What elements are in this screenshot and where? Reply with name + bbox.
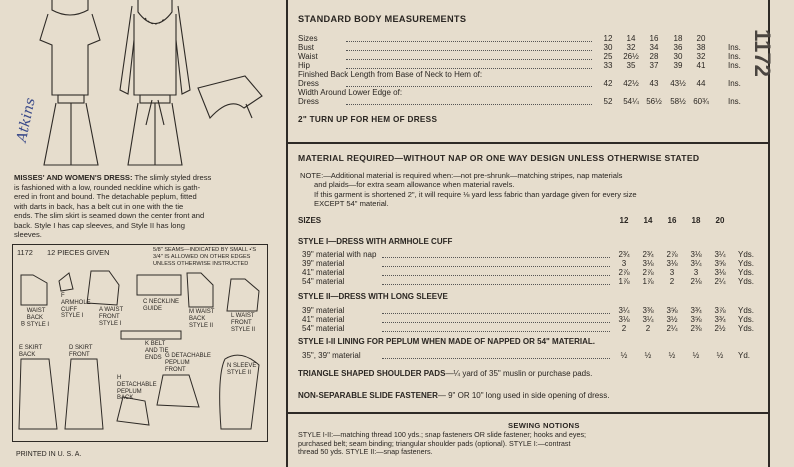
leader-dots (346, 50, 592, 51)
yardage-value: 3¼ (618, 306, 630, 315)
measurement-value: 37 (649, 61, 659, 70)
measurement-value: 52 (603, 97, 613, 106)
yardage-value: ½ (620, 351, 628, 360)
yardage-value: 3¼ (714, 250, 726, 259)
measurement-value: 38 (696, 43, 706, 52)
yardage-value: 2¾ (618, 250, 630, 259)
measurement-value: 43½ (670, 79, 686, 88)
yardage-value: ½ (692, 351, 700, 360)
description-line: is fashioned with a low, rounded neckline which is gath- (14, 182, 201, 192)
lining-title: STYLE I-II LINING FOR PEPLUM WHEN MADE OF NAPPED OR 54" MATERIAL. (298, 337, 595, 346)
yardage-unit: Yds. (738, 259, 755, 268)
yardage-value: 3⅛ (642, 259, 654, 268)
leader-dots (346, 41, 592, 42)
yardage-unit: Yd. (738, 351, 751, 360)
body-measurement-row: Bust (298, 43, 315, 52)
leader-dots (346, 86, 592, 87)
leader-dots (346, 68, 592, 69)
description-line: The slimly styled dress (134, 173, 212, 182)
dress-description (14, 173, 276, 240)
yardage-value: ½ (644, 351, 652, 360)
body-measurement-row: Dress (298, 79, 319, 88)
sewing-notions (298, 431, 586, 457)
piece-label-k: K BELT AND TIE ENDS (145, 341, 169, 361)
yardage-value: 3¼ (690, 259, 702, 268)
piece-label-m: M WAIST BACK STYLE II (189, 309, 215, 329)
piece-label-l: L WAIST FRONT STYLE II (231, 313, 256, 333)
measurement-unit: Ins. (728, 97, 741, 106)
yardage-value: 3⅝ (714, 259, 726, 268)
sewing-notions-title: SEWING NOTIONS (508, 421, 580, 430)
pattern-piece-diagrams (13, 245, 267, 441)
yardage-value: 3⅛ (714, 268, 726, 277)
leader-dots (382, 266, 610, 267)
measurement-value: 14 (626, 34, 636, 43)
style2-title: STYLE II—DRESS WITH LONG SLEEVE (298, 292, 448, 301)
yardage-unit: Yds. (738, 268, 755, 277)
material-row-label: 39" material (302, 306, 345, 315)
yardage-value: 3⅝ (690, 315, 702, 324)
yardage-value: 2½ (714, 324, 726, 333)
piece-label-e: E SKIRT BACK (19, 345, 43, 358)
measurement-unit: Ins. (728, 52, 741, 61)
yardage-value: 3 (693, 268, 699, 277)
piece-label-n: N SLEEVE STYLE II (227, 363, 257, 376)
leader-dots (382, 257, 610, 258)
measurement-value: 18 (673, 34, 683, 43)
leader-dots (382, 275, 610, 276)
yardage-value: 2 (621, 324, 627, 333)
note-line: NOTE:—Additional material is required when:—not pre-shrunk—matching stripes, nap materials (300, 171, 623, 180)
measurement-value: 25 (603, 52, 613, 61)
pieces-given: 12 PIECES GIVEN (47, 248, 110, 257)
leader-dots (382, 358, 610, 359)
yardage-value: 2 (669, 277, 675, 286)
measurement-value: 20 (696, 34, 706, 43)
measurement-unit: Ins. (728, 61, 741, 70)
printed-in: PRINTED IN U. S. A. (16, 451, 82, 458)
yardage-value: 2⅜ (690, 324, 702, 333)
leader-dots (382, 313, 610, 314)
measurement-unit: Ins. (728, 43, 741, 52)
piece-label-f: F ARMHOLE CUFF STYLE I (61, 293, 91, 320)
size-header: 20 (715, 216, 725, 225)
yardage-value: 3⅝ (666, 306, 678, 315)
seam-note-2: 3/4" IS ALLOWED ON OTHER EDGES UNLESS OTHERWISE INSTRUCTED (153, 254, 251, 267)
description-title: MISSES' AND WOMEN'S DRESS: (14, 173, 133, 182)
fastener-line: NON-SEPARABLE SLIDE FASTENER— 9" OR 10" long used in side opening of dress. (298, 391, 610, 400)
yardage-value: 3¾ (714, 315, 726, 324)
shoulder-pads-line: TRIANGLE SHAPED SHOULDER PADS—¼ yard of 35" muslin or purchase pads. (298, 369, 593, 378)
measurement-value: 33 (603, 61, 613, 70)
measurement-value: 28 (649, 52, 659, 61)
material-row-label: 35", 39" material (302, 351, 361, 360)
style1-title: STYLE I—DRESS WITH ARMHOLE CUFF (298, 237, 453, 246)
measurement-unit: Ins. (728, 79, 741, 88)
measurement-value: 35 (626, 61, 636, 70)
leader-dots (382, 322, 610, 323)
yardage-value: ½ (668, 351, 676, 360)
material-row-label: 54" material (302, 277, 345, 286)
description-line: back. Style I has cap sleeves, and Style II has long (14, 220, 185, 230)
yardage-unit: Yds. (738, 315, 755, 324)
measurement-value: 34 (649, 43, 659, 52)
body-measurement-row: Waist (298, 52, 318, 61)
measurement-value: 32 (696, 52, 706, 61)
note-line: EXCEPT 54" material. (314, 198, 389, 208)
leader-dots (382, 284, 610, 285)
yardage-value: 3½ (666, 315, 678, 324)
piece-label-c: C NECKLINE GUIDE (143, 299, 180, 312)
material-row-label: 41" material (302, 315, 345, 324)
yardage-value: 2⅞ (666, 250, 678, 259)
piece-label-h: H DETACHABLE PEPLUM BACK (117, 375, 157, 402)
description-line: ends. The slim skirt is seamed down the center front and (14, 211, 205, 220)
yardage-value: 3 (669, 268, 675, 277)
measurement-value: 12 (603, 34, 613, 43)
body-measurements-title: STANDARD BODY MEASUREMENTS (298, 14, 467, 24)
pencil-signature: Atkins (13, 96, 39, 144)
yardage-value: 3⅜ (642, 306, 654, 315)
measurement-value: 44 (696, 79, 706, 88)
yardage-value: 2⅞ (642, 268, 654, 277)
yardage-value: 2 (645, 324, 651, 333)
description-line: ered in front and bound. The detachable peplum, fitted (14, 192, 197, 201)
leader-dots (346, 59, 592, 60)
material-note (300, 171, 637, 208)
measurement-value: 26½ (623, 52, 639, 61)
yardage-value: 2¾ (642, 250, 654, 259)
yardage-unit: Yds. (738, 306, 755, 315)
yardage-unit: Yds. (738, 277, 755, 286)
right-panel (286, 0, 794, 467)
panel-divider (286, 0, 288, 467)
body-measurement-row: Width Around Lower Edge of: (298, 88, 403, 97)
yardage-value: 1⅞ (618, 277, 630, 286)
measurement-value: 30 (673, 52, 683, 61)
yardage-value: 3¾ (690, 306, 702, 315)
measurement-value: 32 (626, 43, 636, 52)
size-header: 14 (643, 216, 653, 225)
pattern-number: 1172 (17, 248, 33, 257)
yardage-value: 3⅛ (618, 315, 630, 324)
description-line: with darts in back, has a belt cut in one with the tie (14, 201, 184, 211)
yardage-unit: Yds. (738, 250, 755, 259)
note-line: and plaids—for extra seam allowance when material ravels. (314, 180, 515, 190)
yardage-unit: Yds. (738, 324, 755, 333)
leader-dots (382, 331, 610, 332)
sizes-label: SIZES (298, 216, 322, 225)
seam-note-1: 5/8" SEAMS—INDICATED BY SMALL •'S (153, 247, 257, 253)
body-measurement-row: Dress (298, 97, 319, 106)
measurement-value: 56½ (646, 97, 662, 106)
measurement-value: 30 (603, 43, 613, 52)
piece-label-a: A WAIST FRONT STYLE I (99, 307, 124, 327)
yardage-value: 3¼ (642, 315, 654, 324)
size-header: 16 (667, 216, 677, 225)
side-pattern-number: 1172 (750, 29, 776, 77)
pattern-pieces-box (12, 244, 268, 442)
yardage-value: 2¼ (714, 277, 726, 286)
material-row-label: 54" material (302, 324, 345, 333)
measurement-value: 41 (696, 61, 706, 70)
yardage-value: 2⅞ (618, 268, 630, 277)
measurement-value: 42½ (623, 79, 639, 88)
section-divider (288, 412, 768, 414)
yardage-value: 3⅛ (690, 250, 702, 259)
measurement-value: 43 (649, 79, 659, 88)
measurement-value: 16 (649, 34, 659, 43)
notions-line: STYLE I-II:—matching thread 100 yds.; snap fasteners OR slide fastener; hooks and eyes; (298, 430, 587, 439)
yardage-value: 1⅞ (642, 277, 654, 286)
yardage-value: 2⅛ (690, 277, 702, 286)
size-header: 12 (619, 216, 629, 225)
material-title: MATERIAL REQUIRED—WITHOUT NAP OR ONE WAY DESIGN UNLESS OTHERWISE STATED (298, 153, 700, 163)
measurement-value: 42 (603, 79, 613, 88)
notions-line: thread 50 yds. STYLE II:—snap fasteners. (298, 447, 433, 457)
yardage-value: 3⅞ (714, 306, 726, 315)
piece-label-d: D SKIRT FRONT (69, 345, 93, 358)
measurement-value: 54¼ (623, 97, 639, 106)
notions-line: purchased belt; seam binding; triangular shoulder pads (optional). STYLE I:—contrast (298, 438, 571, 448)
description-line: sleeves. (14, 230, 42, 239)
hem-note: 2" TURN UP FOR HEM OF DRESS (298, 115, 438, 124)
body-measurement-row: Finished Back Length from Base of Neck to Hem of: (298, 70, 483, 79)
yardage-value: 2¼ (666, 324, 678, 333)
yardage-value: 3⅛ (666, 259, 678, 268)
size-header: 18 (691, 216, 701, 225)
dress-illustrations (0, 0, 286, 168)
material-row-label: 39" material with nap (302, 250, 377, 259)
measurement-value: 36 (673, 43, 683, 52)
note-line: If this garment is shortened 2", it will require ⅛ yard less fabric than yardage given for every size (314, 189, 637, 199)
measurement-value: 39 (673, 61, 683, 70)
measurement-value: 60¾ (693, 97, 709, 106)
piece-label-b: B WAIST BACK STYLE I (21, 308, 50, 328)
left-panel (0, 0, 286, 467)
section-divider (288, 142, 768, 144)
piece-label-g: G DETACHABLE PEPLUM FRONT (165, 353, 211, 373)
material-row-label: 41" material (302, 268, 345, 277)
yardage-value: 3 (621, 259, 627, 268)
body-measurement-row: Sizes (298, 34, 318, 43)
leader-dots (346, 104, 592, 105)
measurement-value: 58½ (670, 97, 686, 106)
material-row-label: 39" material (302, 259, 345, 268)
body-measurement-row: Hip (298, 61, 311, 70)
yardage-value: ½ (716, 351, 724, 360)
